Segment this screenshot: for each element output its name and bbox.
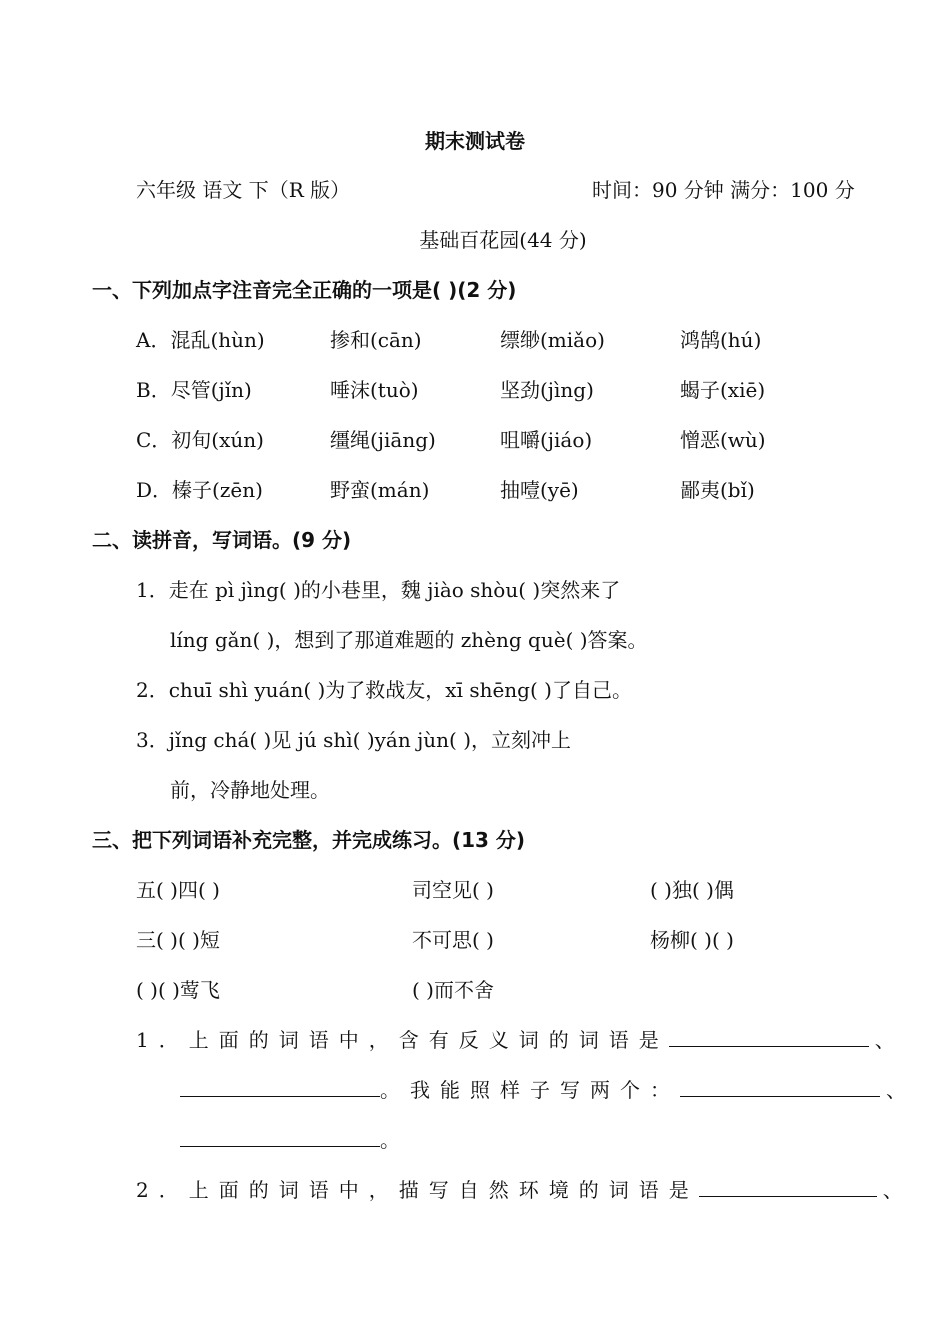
question-3-stem: 三、把下列词语补充完整，并完成练习。(13 分) xyxy=(92,828,526,852)
question-2-line-2: líng gǎn( )，想到了那道难题的 zhèng què( )答案。 xyxy=(170,628,648,652)
sub-question-1-line-1 xyxy=(136,1027,895,1053)
question-1-stem: 一、下列加点字注音完全正确的一项是( )(2 分) xyxy=(92,278,517,302)
word-6: 杨柳( )( ) xyxy=(650,928,734,952)
word-4: 三( )( )短 xyxy=(136,928,220,952)
answer-blank[interactable] xyxy=(180,1128,380,1147)
sub-question-1-text: 1．上面的词语中，含有反义词的词语是 xyxy=(136,1028,669,1052)
option-d-1: D．榛子(zēn) xyxy=(136,478,263,502)
option-d-4: 鄙夷(bǐ) xyxy=(680,478,755,502)
word-3: ( )独( )偶 xyxy=(650,878,734,902)
option-a-2: 掺和(cān) xyxy=(330,328,422,352)
grade-subject: 六年级 语文 下（R 版） xyxy=(136,178,351,202)
separator: 、 xyxy=(882,1178,903,1202)
option-c-3: 咀嚼(jiáo) xyxy=(500,428,593,452)
separator: 、 xyxy=(886,1078,906,1102)
option-b-1: B．尽管(jǐn) xyxy=(136,378,252,402)
sub-question-1-text-2: 。我能照样子写两个： xyxy=(380,1078,680,1102)
page-title: 期末测试卷 xyxy=(425,129,525,153)
option-b-2: 唾沫(tuò) xyxy=(330,378,419,402)
section-title: 基础百花园(44 分) xyxy=(419,228,587,252)
question-2-stem: 二、读拼音，写词语。(9 分) xyxy=(92,528,352,552)
sub-question-1-line-2 xyxy=(180,1077,906,1103)
option-d-2: 野蛮(mán) xyxy=(330,478,430,502)
question-2-line-4: 3．jǐng chá( )见 jú shì( )yán jùn( )，立刻冲上 xyxy=(136,728,572,752)
option-b-4: 蝎子(xiē) xyxy=(680,378,766,402)
sub-question-1-line-3 xyxy=(180,1127,400,1153)
option-a-1: A．混乱(hùn) xyxy=(136,328,265,352)
period: 。 xyxy=(380,1128,400,1152)
word-8: ( )而不舍 xyxy=(412,978,494,1002)
question-2-line-3: 2．chuī shì yuán( )为了救战友，xī shēng( )了自己。 xyxy=(136,678,632,702)
option-c-2: 缰绳(jiāng) xyxy=(330,428,436,452)
time-score: 时间：90 分钟 满分：100 分 xyxy=(592,178,855,202)
option-c-1: C．初旬(xún) xyxy=(136,428,264,452)
option-a-4: 鸿鹄(hú) xyxy=(680,328,762,352)
question-2-line-5: 前，冷静地处理。 xyxy=(170,778,330,802)
answer-blank[interactable] xyxy=(180,1078,380,1097)
option-b-3: 坚劲(jìng) xyxy=(500,378,594,402)
word-2: 司空见( ) xyxy=(412,878,494,902)
word-1: 五( )四( ) xyxy=(136,878,220,902)
word-5: 不可思( ) xyxy=(412,928,494,952)
option-d-3: 抽噎(yē) xyxy=(500,478,579,502)
separator: 、 xyxy=(874,1028,895,1052)
option-a-3: 缥缈(miǎo) xyxy=(500,328,605,352)
answer-blank[interactable] xyxy=(669,1028,869,1047)
sub-question-2-line-1 xyxy=(136,1177,903,1203)
answer-blank[interactable] xyxy=(699,1178,877,1197)
sub-question-2-text: 2．上面的词语中，描写自然环境的词语是 xyxy=(136,1178,699,1202)
option-c-4: 憎恶(wù) xyxy=(680,428,766,452)
answer-blank[interactable] xyxy=(680,1078,880,1097)
question-2-line-1: 1．走在 pì jìng( )的小巷里，魏 jiào shòu( )突然来了 xyxy=(136,578,621,602)
word-7: ( )( )莺飞 xyxy=(136,978,220,1002)
